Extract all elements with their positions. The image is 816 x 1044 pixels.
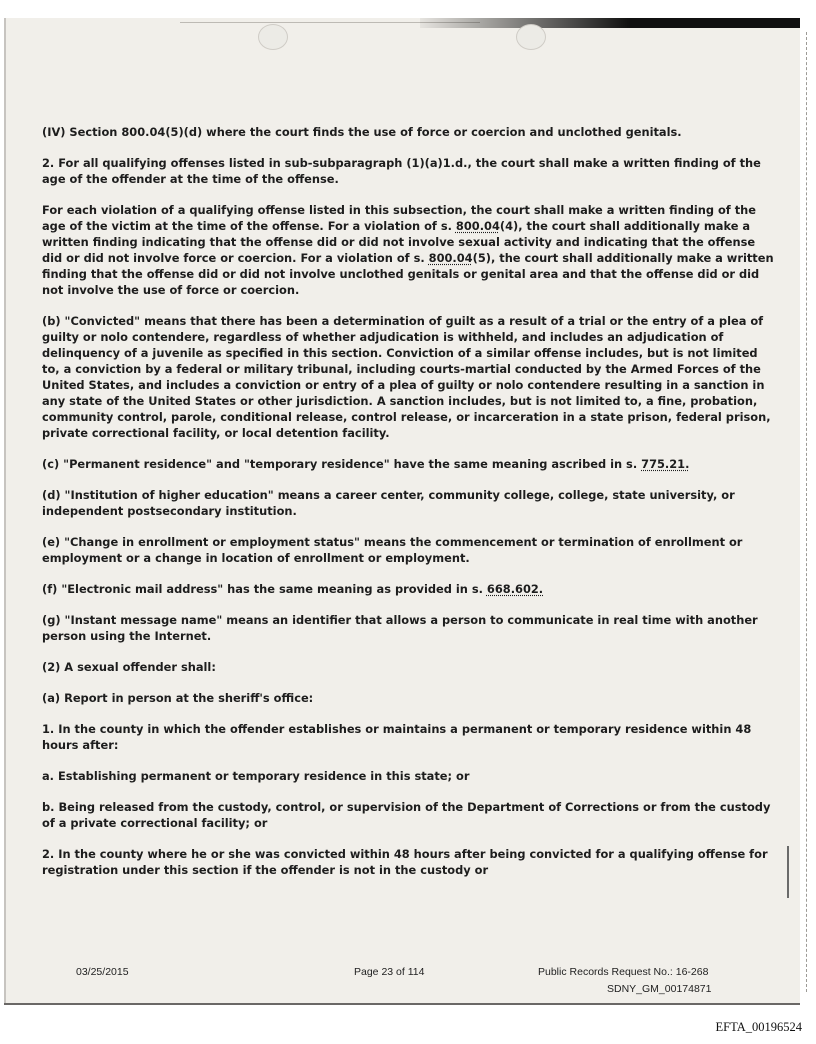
efta-stamp: EFTA_00196524: [715, 1020, 802, 1034]
bottom-scan-edge: [4, 1003, 800, 1005]
paragraph-2-offender-age: 2. For all qualifying offenses listed in sub-subparagraph (1)(a)1.d., the court shall make a written finding of the age of the offender at the time of the offense.: [42, 156, 761, 186]
paragraph-victim-age: [42, 202, 778, 298]
punch-hole-right: [516, 24, 546, 50]
left-scan-edge: [4, 18, 6, 1004]
paragraph-d-higher-education: (d) "Institution of higher education" means a career center, community college, college, state university, or independent postsecondary institution.: [42, 488, 735, 518]
footer-request-number: Public Records Request No.: 16-268: [538, 966, 709, 978]
footer-bates-number: SDNY_GM_00174871: [607, 983, 712, 995]
text-segment: (5), the court shall additionally make a written finding that the offense did or did not involve unclothed genitals or genital area and that the offense did or did not involve the use of force or coercion.: [42, 251, 774, 297]
paragraph-g-instant-message: (g) "Instant message name" means an identifier that allows a person to communicate in real time with another person using the Internet.: [42, 613, 758, 643]
paragraph-2-sexual-offender: (2) A sexual offender shall:: [42, 660, 216, 674]
paragraph-b-released: b. Being released from the custody, control, or supervision of the Department of Corrections or from the custody of a private correctional facility; or: [42, 800, 771, 830]
top-scan-bar: [420, 18, 800, 28]
statute-link-800-04[interactable]: 800.04: [455, 219, 500, 233]
statute-link-800-04[interactable]: 800.04: [428, 251, 473, 265]
paragraph-e-enrollment-status: (e) "Change in enrollment or employment status" means the commencement or termination of enrollment or employment or a change in location of enrollment or employment.: [42, 535, 743, 565]
right-margin-rule: [806, 32, 807, 992]
text-segment: (f) "Electronic mail address" has the same meaning as provided in s.: [42, 582, 487, 596]
footer-date: 03/25/2015: [76, 966, 129, 978]
paragraph-a-establishing: a. Establishing permanent or temporary residence in this state; or: [42, 769, 470, 783]
punch-hole-left: [258, 24, 288, 50]
footer-page-number: Page 23 of 114: [354, 966, 425, 978]
paragraph-2-convicted-county: 2. In the county where he or she was convicted within 48 hours after being convicted for a qualifying offense for registration under this section if the offender is not in the custody or: [42, 847, 768, 877]
text-segment: (4), the court shall additionally make a written finding indicating that the offense did or did not involve sexual activity and indicating that the offense did or did not involve force or coercion. For a violation of s.: [42, 219, 756, 265]
text-segment: (c) "Permanent residence" and "temporary residence" have the same meaning ascribed in s.: [42, 457, 642, 471]
paragraph-b-convicted: (b) "Convicted" means that there has been a determination of guilt as a result of a trial or the entry of a plea of guilty or nolo contendere, regardless of whether adjudication is withheld, and includes an adjudication of delinquency of a juvenile as specified in this section. Conviction of a similar offense includes, but is not limited to, a conviction by a federal or military tribunal, including courts-martial conducted by the Armed Forces of the United States, and includes a conviction or entry of a plea of guilty or nolo contendere resulting in a sanction in any state of the United States or other jurisdiction. A sanction includes, but is not limited to, a fine, probation, community control, parole, conditional release, control release, or incarceration in a state prison, federal prison, private correctional facility, or local detention facility.: [42, 314, 771, 440]
statute-link-775-21[interactable]: 775.21.: [641, 457, 690, 471]
paragraph-f-email: [42, 581, 778, 597]
paragraph-iv: (IV) Section 800.04(5)(d) where the court finds the use of force or coercion and unclothed genitals.: [42, 125, 682, 139]
paragraph-a-report: (a) Report in person at the sheriff's office:: [42, 691, 314, 705]
paragraph-c-residence: [42, 456, 778, 472]
text-segment: For each violation of a qualifying offense listed in this subsection, the court shall make a written finding of the age of the victim at the time of the offense. For a violation of s.: [42, 203, 757, 233]
statute-text: [42, 124, 778, 891]
paragraph-1-county: 1. In the county in which the offender establishes or maintains a permanent or temporary residence within 48 hours after:: [42, 722, 752, 752]
right-margin-mark: [787, 846, 789, 898]
statute-link-668-602[interactable]: 668.602.: [486, 582, 544, 596]
